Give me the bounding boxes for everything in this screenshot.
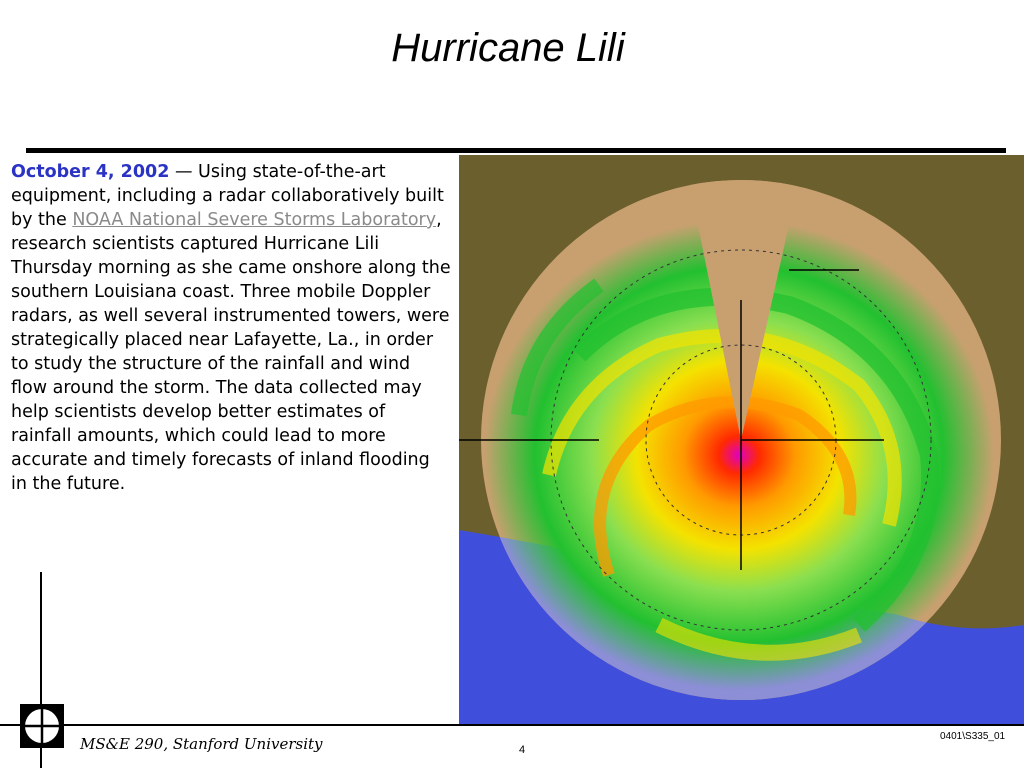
page-number: 4 — [519, 744, 526, 756]
body-paragraph — [11, 160, 451, 496]
slide-title: Hurricane Lili — [391, 26, 625, 70]
date-label: October 4, 2002 — [11, 162, 170, 182]
title-divider — [26, 148, 1006, 153]
radar-image-svg — [459, 155, 1024, 724]
noaa-nssl-link[interactable]: NOAA National Severe Storms Laboratory — [72, 210, 437, 230]
body-text-intro: — Using state-of-the-art equipment, including a radar collaboratively built by the — [11, 162, 444, 230]
footer-horizontal-rule — [0, 724, 1024, 726]
body-text-rest: , research scientists captured Hurricane Lili Thursday morning as she came onshore along the southern Louisiana coast. Three mobile Doppler radars, as well several instrumented towers, were strategically placed near Lafayette, La., in order to study the structure of the rainfall and wind flow around the storm. The data collected may help scientists develop better estimates of rainfall amounts, which could lead to more accurate and timely forecasts of inland flooding in the future. — [11, 210, 451, 494]
stanford-crosshair-logo-icon — [20, 704, 64, 748]
radar-image — [459, 155, 1024, 724]
footer-code: 0401\S335_01 — [940, 731, 1006, 742]
footer-course-label: MS&E 290, Stanford University — [80, 735, 323, 753]
